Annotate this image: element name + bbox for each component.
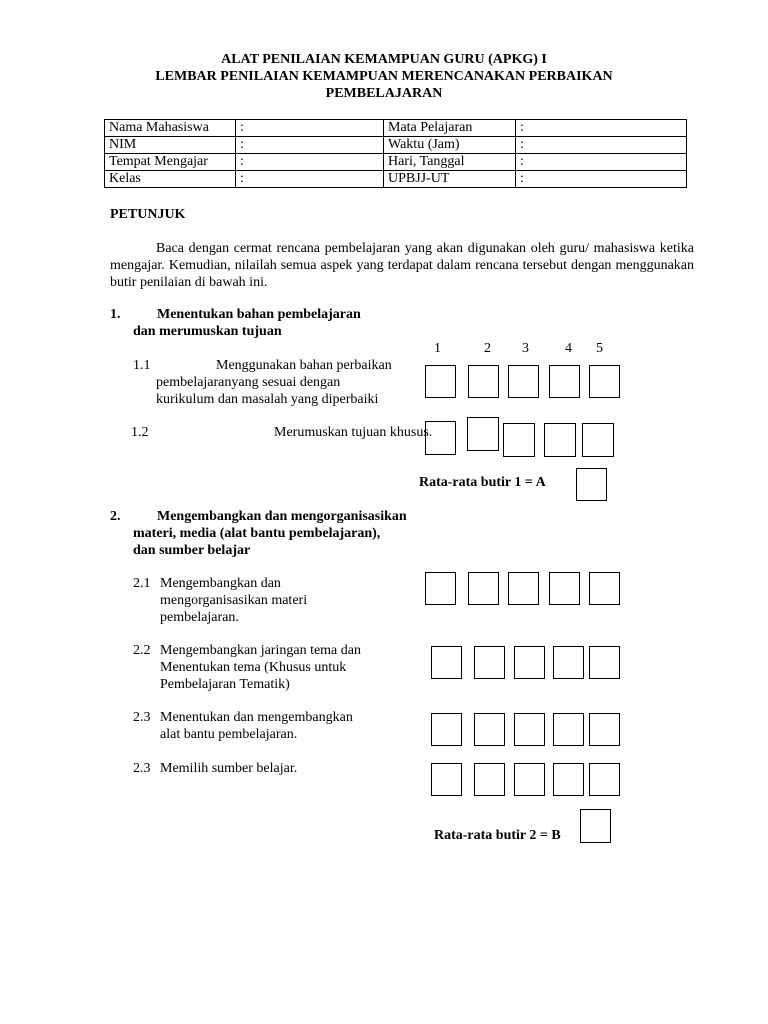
field-tempat-mengajar[interactable]: : (236, 154, 384, 171)
score-box-2-1-1[interactable] (425, 572, 456, 605)
label-upbjj-ut: UPBJJ-UT (384, 171, 516, 188)
label-waktu: Waktu (Jam) (384, 137, 516, 154)
table-row (105, 171, 687, 188)
score-box-1-1-1[interactable] (425, 365, 456, 398)
section-1-number: 1. (110, 307, 121, 322)
score-box-2-3-2[interactable] (474, 713, 505, 746)
score-box-2-4-4[interactable] (553, 763, 584, 796)
item-2-1-line-3: pembelajaran. (160, 610, 239, 625)
score-box-2-3-4[interactable] (553, 713, 584, 746)
section-2-title-line-2: materi, media (alat bantu pembelajaran), (133, 526, 381, 541)
section-2-number: 2. (110, 509, 121, 524)
scale-label-5: 5 (596, 341, 603, 356)
average-2-box[interactable] (580, 809, 611, 843)
score-box-2-4-2[interactable] (474, 763, 505, 796)
score-box-1-1-4[interactable] (549, 365, 580, 398)
average-1-label: Rata-rata butir 1 = A (419, 475, 546, 490)
document-title-line-1: ALAT PENILAIAN KEMAMPUAN GURU (APKG) I (221, 52, 547, 67)
score-box-2-3-1[interactable] (431, 713, 462, 746)
item-1-2-number: 1.2 (131, 425, 149, 440)
item-2-4-line-1: Memilih sumber belajar. (160, 761, 298, 776)
label-nama-mahasiswa: Nama Mahasiswa (105, 120, 236, 137)
table-row (105, 154, 687, 171)
item-1-1-line-2: pembelajaranyang sesuai dengan (156, 375, 341, 390)
scale-label-3: 3 (522, 341, 529, 356)
average-1-box[interactable] (576, 468, 607, 501)
table-row (105, 137, 687, 154)
scale-label-4: 4 (565, 341, 572, 356)
section-1-title-line-2: dan merumuskan tujuan (133, 324, 282, 339)
label-nim: NIM (105, 137, 236, 154)
score-box-2-2-3[interactable] (514, 646, 545, 679)
section-2-title-line-3: dan sumber belajar (133, 543, 251, 558)
score-box-1-1-5[interactable] (589, 365, 620, 398)
scale-label-2: 2 (484, 341, 491, 356)
section-2-title-line-1: Mengembangkan dan mengorganisasikan (157, 509, 407, 524)
label-hari-tanggal: Hari, Tanggal (384, 154, 516, 171)
item-2-1-number: 2.1 (133, 576, 151, 591)
score-box-1-2-5[interactable] (582, 423, 614, 457)
field-upbjj-ut[interactable]: : (516, 171, 687, 188)
average-2-label: Rata-rata butir 2 = B (434, 828, 561, 843)
score-box-1-2-1[interactable] (425, 421, 456, 455)
label-mata-pelajaran: Mata Pelajaran (384, 120, 516, 137)
field-nama-mahasiswa[interactable]: : (236, 120, 384, 137)
score-box-1-2-2[interactable] (467, 417, 499, 451)
score-box-1-1-3[interactable] (508, 365, 539, 398)
document-title-line-2: LEMBAR PENILAIAN KEMAMPUAN MERENCANAKAN PERBAIKAN (155, 69, 613, 84)
item-2-1-line-1: Mengembangkan dan (160, 576, 281, 591)
item-2-2-number: 2.2 (133, 643, 151, 658)
item-1-1-number: 1.1 (133, 358, 151, 373)
score-box-2-1-3[interactable] (508, 572, 539, 605)
score-box-2-4-5[interactable] (589, 763, 620, 796)
field-kelas[interactable]: : (236, 171, 384, 188)
score-box-2-2-1[interactable] (431, 646, 462, 679)
item-1-1-line-3: kurikulum dan masalah yang diperbaiki (156, 392, 379, 407)
item-2-2-line-1: Mengembangkan jaringan tema dan (160, 643, 361, 658)
item-1-1-line-1: Menggunakan bahan perbaikan (216, 358, 392, 373)
item-2-3-line-1: Menentukan dan mengembangkan (160, 710, 353, 725)
item-1-2-line-1: Merumuskan tujuan khusus. (274, 425, 433, 440)
field-waktu[interactable]: : (516, 137, 687, 154)
scale-label-1: 1 (434, 341, 441, 356)
label-kelas: Kelas (105, 171, 236, 188)
identity-table (104, 119, 687, 188)
item-2-3-number: 2.3 (133, 710, 151, 725)
score-box-1-2-3[interactable] (503, 423, 535, 457)
score-box-1-1-2[interactable] (468, 365, 499, 398)
label-tempat-mengajar: Tempat Mengajar (105, 154, 236, 171)
score-box-2-4-3[interactable] (514, 763, 545, 796)
score-box-2-1-5[interactable] (589, 572, 620, 605)
item-2-2-line-2: Menentukan tema (Khusus untuk (160, 660, 347, 675)
score-box-2-2-2[interactable] (474, 646, 505, 679)
score-box-2-3-5[interactable] (589, 713, 620, 746)
item-2-1-line-2: mengorganisasikan materi (160, 593, 308, 608)
field-mata-pelajaran[interactable]: : (516, 120, 687, 137)
item-2-4-number: 2.3 (133, 761, 151, 776)
item-2-3-line-2: alat bantu pembelajaran. (160, 727, 298, 742)
score-box-2-1-4[interactable] (549, 572, 580, 605)
score-box-2-1-2[interactable] (468, 572, 499, 605)
section-1-title-line-1: Menentukan bahan pembelajaran (157, 307, 361, 322)
petunjuk-heading: PETUNJUK (110, 207, 186, 222)
document-title-line-3: PEMBELAJARAN (325, 86, 443, 101)
item-2-2-line-3: Pembelajaran Tematik) (160, 677, 290, 692)
score-box-1-2-4[interactable] (544, 423, 576, 457)
field-nim[interactable]: : (236, 137, 384, 154)
petunjuk-paragraph (110, 240, 694, 291)
score-box-2-4-1[interactable] (431, 763, 462, 796)
score-box-2-3-3[interactable] (514, 713, 545, 746)
score-box-2-2-4[interactable] (553, 646, 584, 679)
score-box-2-2-5[interactable] (589, 646, 620, 679)
table-row (105, 120, 687, 137)
field-hari-tanggal[interactable]: : (516, 154, 687, 171)
petunjuk-text: Baca dengan cermat rencana pembelajaran yang akan digunakan oleh guru/ mahasiswa ketika mengajar. Kemudian, nilailah semua aspek yang terdapat dalam rencana tersebut dengan menggunakan butir penilaian di bawah ini. (110, 241, 694, 290)
